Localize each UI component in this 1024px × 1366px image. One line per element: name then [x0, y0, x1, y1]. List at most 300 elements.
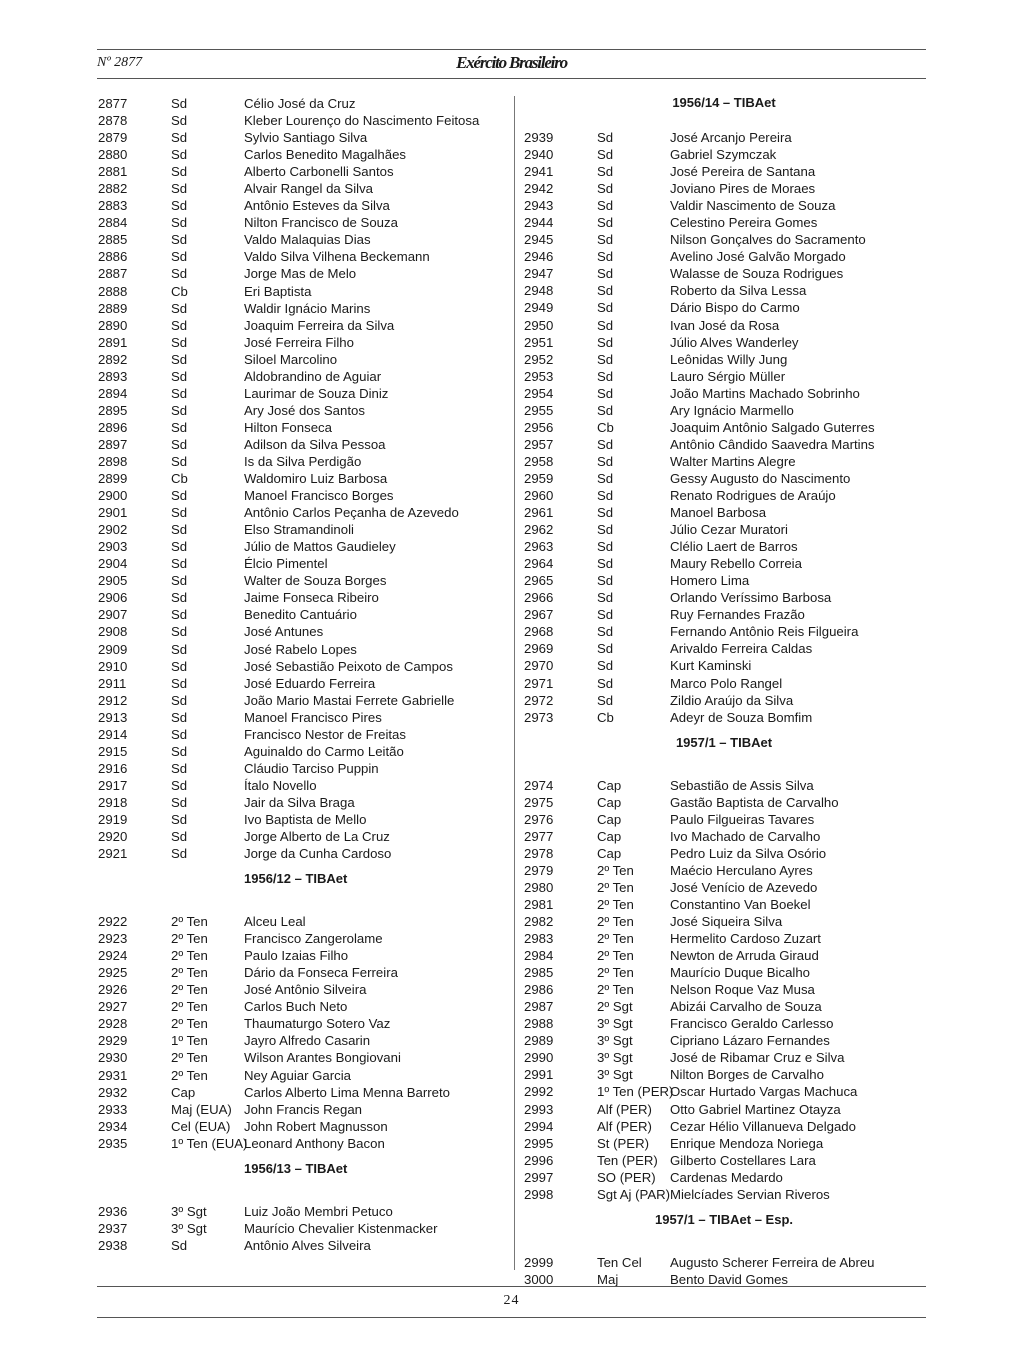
entry-number: 2942: [524, 181, 554, 197]
entry-rank: Sd: [597, 147, 614, 163]
list-row: [524, 1118, 924, 1135]
entry-number: 2883: [98, 198, 128, 214]
entry-rank: Sd: [171, 317, 188, 333]
list-row: [98, 692, 508, 709]
entry-number: 2945: [524, 232, 554, 248]
entry-rank: Cap: [597, 828, 622, 844]
entry-number: 2959: [524, 470, 554, 486]
entry-name: José Antônio Silveira: [244, 982, 367, 998]
list-row: [524, 1083, 924, 1100]
list-row: [98, 555, 508, 572]
entry-number: 2985: [524, 965, 554, 981]
list-row: [524, 1066, 924, 1083]
entry-rank: 2º Ten: [171, 914, 208, 930]
entry-name: Otto Gabriel Martinez Otayza: [670, 1101, 841, 1117]
entry-name: Hilton Fonseca: [244, 419, 332, 435]
entry-number: 2878: [98, 113, 128, 129]
entry-number: 2925: [98, 965, 128, 981]
list-row: [524, 1152, 924, 1169]
entry-name: Alvair Rangel da Silva: [244, 181, 374, 197]
entry-rank: Cb: [597, 419, 614, 435]
entry-name: Jayro Alfredo Casarin: [244, 1033, 371, 1049]
entry-number: 2901: [98, 505, 128, 521]
entry-name: Kleber Lourenço do Nascimento Feitosa: [244, 113, 480, 129]
entry-name: José Eduardo Ferreira: [244, 675, 376, 691]
list-row: [98, 248, 508, 265]
entry-rank: 2º Ten: [171, 1050, 208, 1066]
entry-name: Nelson Roque Vaz Musa: [670, 982, 815, 998]
section-title: 1956/14 – TIBAet: [672, 95, 776, 110]
entry-name: Francisco Nestor de Freitas: [244, 726, 406, 742]
list-row: [524, 163, 924, 180]
list-row: [98, 453, 508, 470]
list-row: [98, 1220, 508, 1237]
list-row: [98, 760, 508, 777]
list-row: [524, 1101, 924, 1118]
list-row: [98, 368, 508, 385]
entry-name: Maécio Herculano Ayres: [670, 862, 813, 878]
entry-number: 2943: [524, 198, 554, 214]
entry-rank: Cap: [171, 1084, 196, 1100]
list-row: [98, 487, 508, 504]
entry-rank: Sd: [171, 334, 188, 350]
entry-name: Antônio Carlos Peçanha de Azevedo: [244, 505, 459, 521]
entry-name: Waldir Ignácio Marins: [244, 300, 371, 316]
entry-rank: Sd: [597, 607, 614, 623]
entry-number: 2958: [524, 453, 554, 469]
entry-number: 2998: [524, 1186, 554, 1202]
entry-name: Eri Baptista: [244, 283, 312, 299]
entry-rank: Cb: [597, 709, 614, 725]
entry-name: Cláudio Tarciso Puppin: [244, 760, 379, 776]
list-row: [524, 180, 924, 197]
entry-rank: Sd: [171, 709, 188, 725]
list-row: [524, 845, 924, 862]
entry-number: 2877: [98, 96, 128, 111]
entry-rank: Sd: [597, 573, 614, 589]
entry-rank: 2º Ten: [171, 1067, 208, 1083]
list-row: [98, 419, 508, 436]
entry-number: 2931: [98, 1067, 128, 1083]
entry-name: Aldobrandino de Aguiar: [244, 368, 382, 384]
entry-rank: 2º Ten: [171, 999, 208, 1015]
entry-number: 2996: [524, 1152, 554, 1168]
entry-name: Manoel Barbosa: [670, 505, 767, 521]
entry-name: Ary José dos Santos: [244, 402, 365, 418]
entry-rank: 3º Sgt: [597, 1050, 633, 1066]
entry-rank: Sd: [597, 505, 614, 521]
list-row: [98, 589, 508, 606]
section-heading: [98, 862, 508, 913]
list-row: [98, 777, 508, 794]
entry-number: 2913: [98, 709, 128, 725]
entry-rank: Sd: [171, 453, 188, 469]
entry-name: Roberto da Silva Lessa: [670, 283, 807, 299]
entry-number: 2944: [524, 215, 554, 231]
list-row: [524, 555, 924, 572]
entry-name: Laurimar de Souza Diniz: [244, 385, 389, 401]
entry-number: 2974: [524, 777, 554, 793]
list-row: [98, 675, 508, 692]
entry-number: 2990: [524, 1050, 554, 1066]
section-title: 1956/13 – TIBAet: [244, 1160, 348, 1176]
list-row: [98, 214, 508, 231]
list-row: [524, 1169, 924, 1186]
entry-rank: Sd: [597, 470, 614, 486]
entry-name: Newton de Arruda Giraud: [670, 948, 819, 964]
entry-number: 2928: [98, 1016, 128, 1032]
list-row: [524, 589, 924, 606]
entry-name: Carlos Benedito Magalhães: [244, 147, 407, 163]
entry-number: 2918: [98, 794, 128, 810]
entry-name: Valdo Silva Vilhena Beckemann: [244, 249, 430, 265]
entry-name: José Antunes: [244, 624, 324, 640]
entry-number: 2889: [98, 300, 128, 316]
list-row: [524, 248, 924, 265]
page-number: 24: [503, 1293, 520, 1308]
list-row: [524, 334, 924, 351]
entry-number: 2890: [98, 317, 128, 333]
entry-number: 2895: [98, 402, 128, 418]
entry-name: Paulo Filgueiras Tavares: [670, 811, 815, 827]
list-row: [98, 794, 508, 811]
list-row: [98, 470, 508, 487]
list-row: [98, 1135, 508, 1152]
entry-number: 2906: [98, 590, 128, 606]
entry-rank: Sd: [171, 436, 188, 452]
entry-rank: Sd: [171, 726, 188, 742]
entry-number: 2938: [98, 1237, 128, 1253]
entry-name: Ivo Machado de Carvalho: [670, 828, 821, 844]
list-row: [524, 640, 924, 657]
entry-rank: 3º Sgt: [597, 1033, 633, 1049]
list-row: [524, 299, 924, 316]
entry-rank: 2º Ten: [171, 965, 208, 981]
entry-number: 2963: [524, 539, 554, 555]
entry-rank: 2º Ten: [597, 896, 634, 912]
entry-name: Ney Aguiar Garcia: [244, 1067, 352, 1083]
entry-rank: St (PER): [597, 1135, 650, 1151]
entry-number: 2893: [98, 368, 128, 384]
entry-name: Marco Polo Rangel: [670, 675, 783, 691]
list-row: [524, 879, 924, 896]
entry-rank: Maj: [597, 1271, 619, 1287]
entry-name: José Ferreira Filho: [244, 334, 354, 350]
entry-rank: Sd: [171, 556, 188, 572]
entry-rank: Sd: [171, 624, 188, 640]
entry-rank: Sd: [171, 505, 188, 521]
entry-name: José Sebastião Peixoto de Campos: [244, 658, 453, 674]
entry-number: 2929: [98, 1033, 128, 1049]
entry-number: 2967: [524, 607, 554, 623]
entry-name: Nilton Borges de Carvalho: [670, 1067, 824, 1083]
entry-name: Valdir Nascimento de Souza: [670, 198, 836, 214]
entry-number: 2994: [524, 1118, 554, 1134]
list-row: [98, 930, 508, 947]
entry-name: Lauro Sérgio Müller: [670, 368, 786, 384]
entry-name: Adilson da Silva Pessoa: [244, 436, 386, 452]
list-row: [524, 862, 924, 879]
entry-name: José Venício de Azevedo: [670, 879, 818, 895]
list-row: [98, 504, 508, 521]
entry-number: 2956: [524, 419, 554, 435]
entry-name: Siloel Marcolino: [244, 351, 338, 367]
entry-rank: 2º Ten: [597, 931, 634, 947]
list-row: [98, 743, 508, 760]
entry-rank: Sd: [171, 641, 188, 657]
entry-number: 2977: [524, 828, 554, 844]
entry-number: 2926: [98, 982, 128, 998]
list-row: [98, 845, 508, 862]
list-row: [524, 487, 924, 504]
entry-number: 2988: [524, 1016, 554, 1032]
entry-number: 2905: [98, 573, 128, 589]
entry-name: Leonard Anthony Bacon: [244, 1135, 385, 1151]
entry-name: Nilson Gonçalves do Sacramento: [670, 232, 866, 248]
entry-rank: Sd: [171, 539, 188, 555]
list-row: [524, 981, 924, 998]
entry-rank: Sd: [171, 675, 188, 691]
list-row: [524, 231, 924, 248]
entry-number: 2969: [524, 641, 554, 657]
entry-rank: Alf (PER): [597, 1118, 652, 1134]
list-row: [98, 658, 508, 675]
entry-name: Ary Ignácio Marmello: [670, 402, 794, 418]
entry-name: Cezar Hélio Villanueva Delgado: [670, 1118, 856, 1134]
entry-number: 2940: [524, 147, 554, 163]
entry-rank: Sd: [597, 487, 614, 503]
entry-rank: 2º Ten: [597, 965, 634, 981]
list-row: [524, 913, 924, 930]
entry-name: Maurício Duque Bicalho: [670, 965, 811, 981]
entry-number: 2949: [524, 300, 554, 316]
entry-number: 2978: [524, 845, 554, 861]
list-row: [524, 385, 924, 402]
list-row: [524, 998, 924, 1015]
entry-rank: Cap: [597, 845, 622, 861]
entry-rank: Sd: [171, 96, 188, 111]
entry-rank: Sd: [597, 266, 614, 282]
entry-name: Nilton Francisco de Souza: [244, 215, 398, 231]
entry-number: 2961: [524, 505, 554, 521]
entry-number: 2900: [98, 488, 128, 504]
list-row: [524, 351, 924, 368]
list-row: [524, 504, 924, 521]
list-row: [98, 1084, 508, 1101]
entry-number: 2902: [98, 522, 128, 538]
entry-number: 2881: [98, 164, 128, 180]
entry-rank: Sd: [597, 522, 614, 538]
entry-number: 2946: [524, 249, 554, 265]
entry-rank: Cb: [171, 471, 188, 487]
entry-name: Arivaldo Ferreira Caldas: [670, 641, 813, 657]
entry-number: 2910: [98, 658, 128, 674]
entry-rank: Sd: [597, 283, 614, 299]
list-row: [98, 998, 508, 1015]
entry-name: Hermelito Cardoso Zuzart: [670, 931, 821, 947]
entry-name: Leônidas Willy Jung: [670, 351, 788, 367]
entry-rank: Maj (EUA): [171, 1101, 232, 1117]
entry-name: João Martins Machado Sobrinho: [670, 385, 860, 401]
list-row: [98, 180, 508, 197]
list-row: [524, 1049, 924, 1066]
entry-number: 2898: [98, 453, 128, 469]
entry-number: 2894: [98, 385, 128, 401]
list-row: [524, 828, 924, 845]
entry-number: 2960: [524, 487, 554, 503]
page-footer: [97, 1286, 926, 1318]
list-row: [524, 777, 924, 794]
entry-number: 2935: [98, 1135, 128, 1151]
entry-rank: Sd: [171, 522, 188, 538]
list-row: [98, 811, 508, 828]
entry-rank: Sd: [597, 590, 614, 606]
list-row: [98, 726, 508, 743]
entry-number: 2981: [524, 896, 554, 912]
entry-rank: Sd: [597, 556, 614, 572]
list-row: [98, 129, 508, 146]
entry-name: Jaime Fonseca Ribeiro: [244, 590, 379, 606]
section-heading: [524, 95, 924, 129]
entry-rank: Ten (PER): [597, 1152, 658, 1168]
entry-name: John Robert Magnusson: [244, 1118, 388, 1134]
list-row: [98, 197, 508, 214]
entry-rank: Sd: [171, 658, 188, 674]
entry-number: 2904: [98, 556, 128, 572]
entry-number: 2992: [524, 1084, 554, 1100]
list-row: [98, 402, 508, 419]
section-heading: [98, 1152, 508, 1203]
entry-number: 2936: [98, 1203, 128, 1219]
entry-name: Avelino José Galvão Morgado: [670, 249, 846, 265]
entry-number: 2965: [524, 573, 554, 589]
list-row: [524, 317, 924, 334]
entry-name: Sebastião de Assis Silva: [670, 777, 814, 793]
column-divider: [514, 96, 515, 1270]
entry-rank: Sd: [171, 147, 188, 163]
entry-rank: Sd: [597, 692, 614, 708]
entry-rank: Sd: [171, 266, 188, 282]
entry-rank: 2º Ten: [597, 879, 634, 895]
entry-rank: Sd: [597, 641, 614, 657]
entry-number: 2887: [98, 266, 128, 282]
entry-rank: Sd: [171, 692, 188, 708]
entry-rank: 1º Ten (EUA): [171, 1135, 248, 1151]
entry-rank: Cap: [597, 777, 622, 793]
entry-rank: Sd: [171, 590, 188, 606]
entry-number: 2923: [98, 931, 128, 947]
entry-name: Fernando Antônio Reis Filgueira: [670, 624, 859, 640]
entry-rank: Sd: [597, 624, 614, 640]
entry-name: João Mario Mastai Ferrete Gabrielle: [244, 692, 455, 708]
list-row: [98, 828, 508, 845]
list-row: [98, 317, 508, 334]
entry-name: Cardenas Medardo: [670, 1169, 783, 1185]
entry-name: Maurício Chevalier Kistenmacker: [244, 1220, 438, 1236]
entry-name: Is da Silva Perdigão: [244, 453, 362, 469]
list-row: [98, 1203, 508, 1220]
entry-name: Walasse de Souza Rodrigues: [670, 266, 844, 282]
list-row: [524, 606, 924, 623]
list-row: [524, 453, 924, 470]
list-row: [524, 419, 924, 436]
entry-rank: Sd: [597, 300, 614, 316]
entry-name: Carlos Buch Neto: [244, 999, 348, 1015]
entry-rank: Sd: [597, 368, 614, 384]
list-row: [524, 129, 924, 146]
list-row: [524, 794, 924, 811]
entry-name: Kurt Kaminski: [670, 658, 752, 674]
entry-number: 2914: [98, 726, 128, 742]
list-row: [524, 436, 924, 453]
entry-rank: 2º Ten: [171, 1016, 208, 1032]
entry-rank: Sd: [171, 419, 188, 435]
entry-rank: Sd: [171, 385, 188, 401]
list-row: [524, 1015, 924, 1032]
entry-number: 2915: [98, 743, 128, 759]
list-row: [524, 811, 924, 828]
entry-number: 2916: [98, 760, 128, 776]
publication-title: Exército Brasileiro: [456, 53, 567, 72]
entry-rank: Sd: [171, 607, 188, 623]
entry-rank: Sd: [597, 215, 614, 231]
entry-rank: Sd: [171, 811, 188, 827]
entry-number: 2976: [524, 811, 554, 827]
entry-name: Célio José da Cruz: [244, 96, 356, 111]
entry-rank: 3º Sgt: [597, 1016, 633, 1032]
entry-number: 2954: [524, 385, 554, 401]
list-row: [98, 1032, 508, 1049]
entry-name: Walter Martins Alegre: [670, 453, 796, 469]
entry-number: 2927: [98, 999, 128, 1015]
entry-name: Dário Bispo do Carmo: [670, 300, 800, 316]
entry-name: Orlando Veríssimo Barbosa: [670, 590, 832, 606]
entry-rank: Sd: [171, 368, 188, 384]
list-row: [98, 351, 508, 368]
entry-name: Alberto Carbonelli Santos: [244, 164, 394, 180]
list-row: [98, 265, 508, 282]
list-row: [524, 1032, 924, 1049]
entry-name: Júlio de Mattos Gaudieley: [244, 539, 396, 555]
list-row: [524, 709, 924, 726]
list-row: [524, 947, 924, 964]
list-row: [524, 657, 924, 674]
right-column: [524, 95, 924, 1288]
entry-number: 2955: [524, 402, 554, 418]
entry-rank: Sd: [171, 351, 188, 367]
entry-number: 2882: [98, 181, 128, 197]
list-row: [98, 231, 508, 248]
list-row: [98, 1015, 508, 1032]
entry-name: Adeyr de Souza Bomfim: [670, 709, 813, 725]
entry-rank: SO (PER): [597, 1169, 656, 1185]
entry-number: 2937: [98, 1220, 128, 1236]
entry-number: 2966: [524, 590, 554, 606]
list-row: [98, 521, 508, 538]
entry-rank: 1º Ten: [171, 1033, 208, 1049]
list-row: [98, 947, 508, 964]
list-row: [98, 112, 508, 129]
entry-name: Abizái Carvalho de Souza: [670, 999, 822, 1015]
entry-name: Antônio Alves Silveira: [244, 1237, 371, 1253]
entry-rank: Sd: [597, 351, 614, 367]
list-row: [98, 964, 508, 981]
list-row: [98, 1049, 508, 1066]
entry-name: Júlio Alves Wanderley: [670, 334, 799, 350]
entry-number: 2973: [524, 709, 554, 725]
entry-rank: Sd: [171, 743, 188, 759]
list-row: [98, 163, 508, 180]
